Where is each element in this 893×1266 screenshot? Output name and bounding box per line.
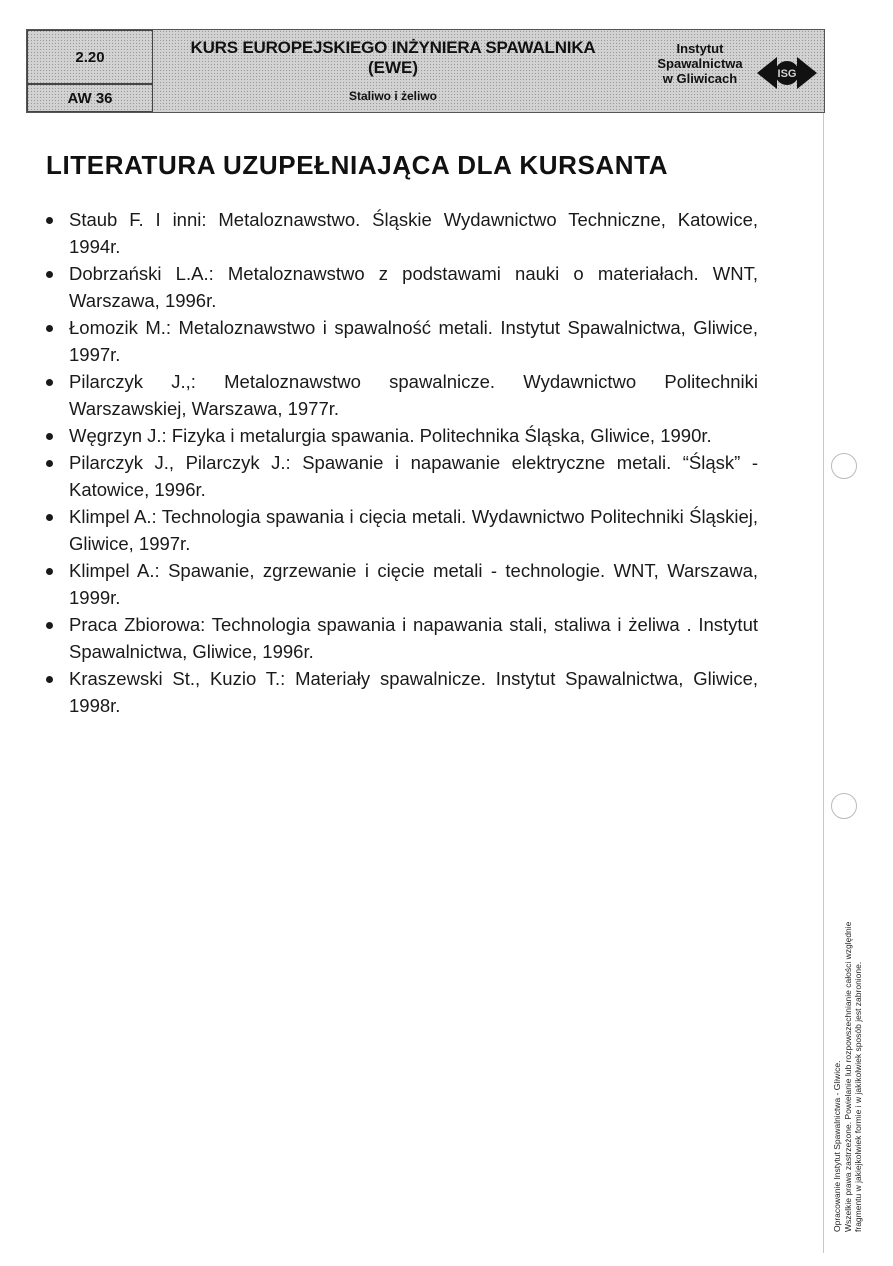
- reference-text: Pilarczyk J., Pilarczyk J.: Spawanie i napawanie elektryczne metali. “Śląsk” - Katowice, 1996r.: [69, 452, 758, 500]
- reference-text: Węgrzyn J.: Fizyka i metalurgia spawania. Politechnika Śląska, Gliwice, 1990r.: [69, 425, 712, 446]
- page-margin-line: [823, 113, 824, 1253]
- reference-text: Praca Zbiorowa: Technologia spawania i napawania stali, staliwa i żeliwa . Instytut Spawalnictwa, Gliwice, 1996r.: [69, 614, 758, 662]
- institute-line: Instytut: [676, 41, 724, 56]
- punch-hole-icon: [831, 793, 857, 819]
- logo-right-arrow: [797, 57, 817, 89]
- bullet-icon: [46, 568, 53, 575]
- copyright-line: fragmentu w jakiejkolwiek formie i w jakikolwiek sposób jest zabronione.: [853, 961, 863, 1232]
- reference-text: Łomozik M.: Metaloznawstwo i spawalność metali. Instytut Spawalnictwa, Gliwice, 1997r.: [69, 317, 758, 365]
- sheet-code: AW 36: [27, 84, 153, 112]
- reference-list: [46, 206, 758, 719]
- bullet-icon: [46, 379, 53, 386]
- reference-item: [46, 206, 758, 260]
- punch-hole-icon: [831, 453, 857, 479]
- bullet-icon: [46, 622, 53, 629]
- bullet-icon: [46, 217, 53, 224]
- copyright-line: Opracowanie Instytut Spawalnictwa - Gliwice.: [832, 1060, 842, 1232]
- course-abbreviation: (EWE): [367, 58, 419, 77]
- reference-text: Dobrzański L.A.: Metaloznawstwo z podstawami nauki o materiałach. WNT, Warszawa, 1996r.: [69, 263, 758, 311]
- section-code: 2.20: [27, 30, 153, 84]
- reference-item: [46, 449, 758, 503]
- reference-item: [46, 314, 758, 368]
- logo-left-arrow: [757, 57, 777, 89]
- reference-text: Klimpel A.: Technologia spawania i cięcia metali. Wydawnictwo Politechniki Śląskiej, Gliwice, 1997r.: [69, 506, 758, 554]
- page-title: LITERATURA UZUPEŁNIAJĄCA DLA KURSANTA: [46, 150, 669, 180]
- reference-item: [46, 422, 758, 449]
- reference-item: [46, 557, 758, 611]
- reference-item: [46, 503, 758, 557]
- institute-line: w Gliwicach: [662, 71, 738, 86]
- subject-title: Staliwo i żeliwo: [348, 89, 437, 103]
- copyright-notice: [832, 872, 864, 1232]
- bullet-icon: [46, 271, 53, 278]
- bullet-icon: [46, 433, 53, 440]
- logo-text: ISG: [777, 68, 797, 80]
- institute-line: Spawalnictwa: [657, 56, 743, 71]
- reference-item: [46, 611, 758, 665]
- document-header: [26, 29, 825, 113]
- reference-text: Klimpel A.: Spawanie, zgrzewanie i cięcie metali - technologie. WNT, Warszawa, 1999r.: [69, 560, 758, 608]
- reference-item: [46, 665, 758, 719]
- reference-text: Pilarczyk J.,: Metaloznawstwo spawalnicze. Wydawnictwo Politechniki Warszawskiej, Warszawa, 1977r.: [69, 371, 758, 419]
- bullet-icon: [46, 460, 53, 467]
- reference-text: Staub F. I inni: Metaloznawstwo. Śląskie Wydawnictwo Techniczne, Katowice, 1994r.: [69, 209, 758, 257]
- institute-name: [633, 41, 767, 86]
- copyright-line: Wszelkie prawa zastrzeżone. Powielanie lub rozpowszechnianie całości względnie: [842, 921, 853, 1232]
- reference-item: [46, 368, 758, 422]
- reference-text: Kraszewski St., Kuzio T.: Materiały spawalnicze. Instytut Spawalnictwa, Gliwice, 1998r.: [69, 668, 758, 716]
- bullet-icon: [46, 676, 53, 683]
- bullet-icon: [46, 514, 53, 521]
- institute-logo-icon: [755, 52, 819, 94]
- course-title: KURS EUROPEJSKIEGO INŻYNIERA SPAWALNIKA: [190, 38, 596, 57]
- bullet-icon: [46, 325, 53, 332]
- reference-item: [46, 260, 758, 314]
- course-header: [153, 30, 633, 112]
